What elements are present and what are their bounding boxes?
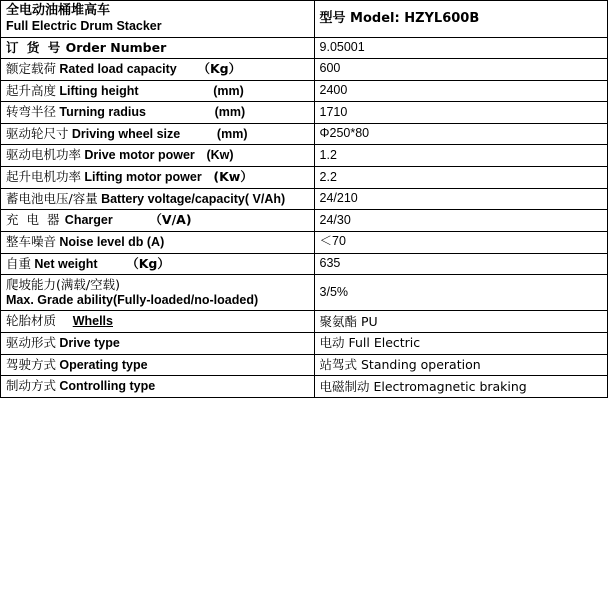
table-row bbox=[1, 275, 608, 311]
value-text: 电磁制动 Electromagnetic braking bbox=[319, 378, 527, 394]
spec-value-net-weight bbox=[314, 253, 607, 275]
label-unit: （Kg） bbox=[126, 255, 170, 271]
label-unit: （Kg） bbox=[197, 60, 242, 76]
spec-label-lifting-height bbox=[1, 80, 315, 102]
spec-value-lifting-motor-power bbox=[314, 167, 607, 189]
table-row bbox=[1, 354, 608, 376]
spec-label-noise-level bbox=[1, 231, 315, 253]
value-text: ＜70 bbox=[319, 234, 346, 249]
value-text: 600 bbox=[319, 61, 341, 76]
label-en: Whells bbox=[72, 314, 113, 329]
product-title-en: Full Electric Drum Stacker bbox=[6, 19, 162, 34]
label-en: Drive type bbox=[59, 336, 120, 350]
spec-label-wheels bbox=[1, 311, 315, 333]
table-row bbox=[1, 102, 608, 124]
value-text: 24/210 bbox=[319, 191, 358, 206]
spec-label-turning-radius bbox=[1, 102, 315, 124]
label-zh: 充 电 器 bbox=[6, 212, 62, 228]
table-row bbox=[1, 37, 608, 58]
label-zh: 轮胎材质 bbox=[6, 313, 57, 329]
spec-label-net-weight bbox=[1, 253, 315, 275]
label-en: Controlling type bbox=[59, 379, 156, 394]
spec-value-charger bbox=[314, 210, 607, 232]
table-row bbox=[1, 80, 608, 102]
product-model-label: 型号 Model: HZYL600B bbox=[319, 10, 480, 26]
spec-value-rated-load-capacity bbox=[314, 58, 607, 80]
spec-label-controlling-type bbox=[1, 376, 315, 398]
label-en: Rated load capacity bbox=[59, 61, 177, 76]
table-row bbox=[1, 167, 608, 189]
table-row bbox=[1, 145, 608, 167]
value-text: 1710 bbox=[319, 104, 348, 119]
label-en: Lifting motor power bbox=[84, 170, 202, 184]
spec-label-grade-ability bbox=[1, 275, 315, 311]
value-text: 9.05001 bbox=[319, 40, 365, 55]
label-en: Drive motor power bbox=[84, 148, 195, 163]
label-en: Order Number bbox=[65, 39, 167, 55]
spec-value-grade-ability bbox=[314, 275, 607, 311]
label-en: Charger bbox=[64, 213, 113, 228]
label-unit: (mm) bbox=[216, 126, 248, 141]
table-row bbox=[1, 231, 608, 253]
spec-value-controlling-type bbox=[314, 376, 607, 398]
label-en: Net weight bbox=[34, 256, 98, 271]
table-row bbox=[1, 376, 608, 398]
value-text: 1.2 bbox=[319, 147, 337, 162]
spec-value-drive-motor-power bbox=[314, 145, 607, 167]
label-en: Driving wheel size bbox=[71, 126, 181, 141]
label-zh: 蓄电池电压/容量 bbox=[6, 190, 98, 206]
label-en: Operating type bbox=[59, 357, 148, 372]
label-zh: 整车噪音 bbox=[6, 233, 57, 249]
table-row bbox=[1, 333, 608, 355]
label-zh: 起升高度 bbox=[6, 82, 57, 98]
value-text: 3/5% bbox=[319, 284, 349, 299]
label-zh: 起升电机功率 bbox=[6, 169, 82, 184]
spec-value-order-number bbox=[314, 37, 607, 58]
label-en: Battery voltage/capacity( V/Ah) bbox=[101, 191, 286, 206]
label-zh: 额定载荷 bbox=[6, 60, 57, 76]
spec-label-charger bbox=[1, 210, 315, 232]
spec-label-order-number bbox=[1, 37, 315, 58]
label-zh: 驱动电机功率 bbox=[6, 147, 82, 163]
spec-value-wheels bbox=[314, 311, 607, 333]
spec-label-driving-wheel-size bbox=[1, 123, 315, 145]
label-en: Max. Grade ability(Fully-loaded/no-loaded) bbox=[6, 292, 259, 307]
label-unit: (mm) bbox=[213, 83, 244, 98]
spec-value-operating-type bbox=[314, 354, 607, 376]
value-text: 聚氨酯 PU bbox=[319, 313, 378, 329]
label-zh: 爬坡能力(满载/空载) bbox=[6, 277, 120, 293]
label-unit: （V/A) bbox=[149, 212, 192, 228]
label-unit: (Kw) bbox=[206, 148, 234, 163]
product-title-cell bbox=[1, 1, 315, 38]
value-text: 电动 Full Electric bbox=[319, 335, 421, 351]
label-unit: (mm) bbox=[214, 105, 246, 120]
spec-value-driving-wheel-size bbox=[314, 123, 607, 145]
table-body bbox=[1, 1, 608, 398]
table-row bbox=[1, 188, 608, 210]
label-unit: (Kw） bbox=[213, 169, 253, 184]
spec-label-lifting-motor-power bbox=[1, 167, 315, 189]
product-title-zh: 全电动油桶堆高车 bbox=[6, 3, 111, 18]
table-row bbox=[1, 311, 608, 333]
spec-value-drive-type bbox=[314, 333, 607, 355]
spec-value-lifting-height bbox=[314, 80, 607, 102]
label-zh: 订 货 号 bbox=[6, 39, 63, 55]
label-en: Turning radius bbox=[59, 105, 146, 120]
value-text: 2.2 bbox=[319, 169, 337, 184]
value-text: Φ250*80 bbox=[319, 126, 370, 141]
spec-label-rated-load-capacity bbox=[1, 58, 315, 80]
spec-value-battery-voltage-capacity bbox=[314, 188, 607, 210]
label-zh: 驱动轮尺寸 bbox=[6, 125, 69, 141]
label-en: Noise level db (A) bbox=[59, 234, 165, 249]
table-row-title bbox=[1, 1, 608, 38]
value-text: 2400 bbox=[319, 83, 348, 97]
table-row bbox=[1, 58, 608, 80]
value-text: 24/30 bbox=[319, 212, 351, 227]
spec-value-noise-level bbox=[314, 231, 607, 253]
value-text: 站驾式 Standing operation bbox=[319, 356, 481, 372]
spec-label-operating-type bbox=[1, 354, 315, 376]
table-row bbox=[1, 123, 608, 145]
label-zh: 转弯半径 bbox=[6, 104, 57, 120]
label-zh: 驾驶方式 bbox=[6, 356, 57, 372]
spec-label-drive-motor-power bbox=[1, 145, 315, 167]
value-text: 635 bbox=[319, 256, 341, 270]
label-en: Lifting height bbox=[59, 83, 139, 98]
spec-label-battery-voltage-capacity bbox=[1, 188, 315, 210]
table-row bbox=[1, 210, 608, 232]
label-zh: 驱动形式 bbox=[6, 335, 57, 350]
label-zh: 制动方式 bbox=[6, 378, 57, 394]
spec-value-turning-radius bbox=[314, 102, 607, 124]
label-zh: 自重 bbox=[6, 255, 32, 271]
table-row bbox=[1, 253, 608, 275]
spec-label-drive-type bbox=[1, 333, 315, 355]
product-model-cell bbox=[314, 1, 607, 38]
